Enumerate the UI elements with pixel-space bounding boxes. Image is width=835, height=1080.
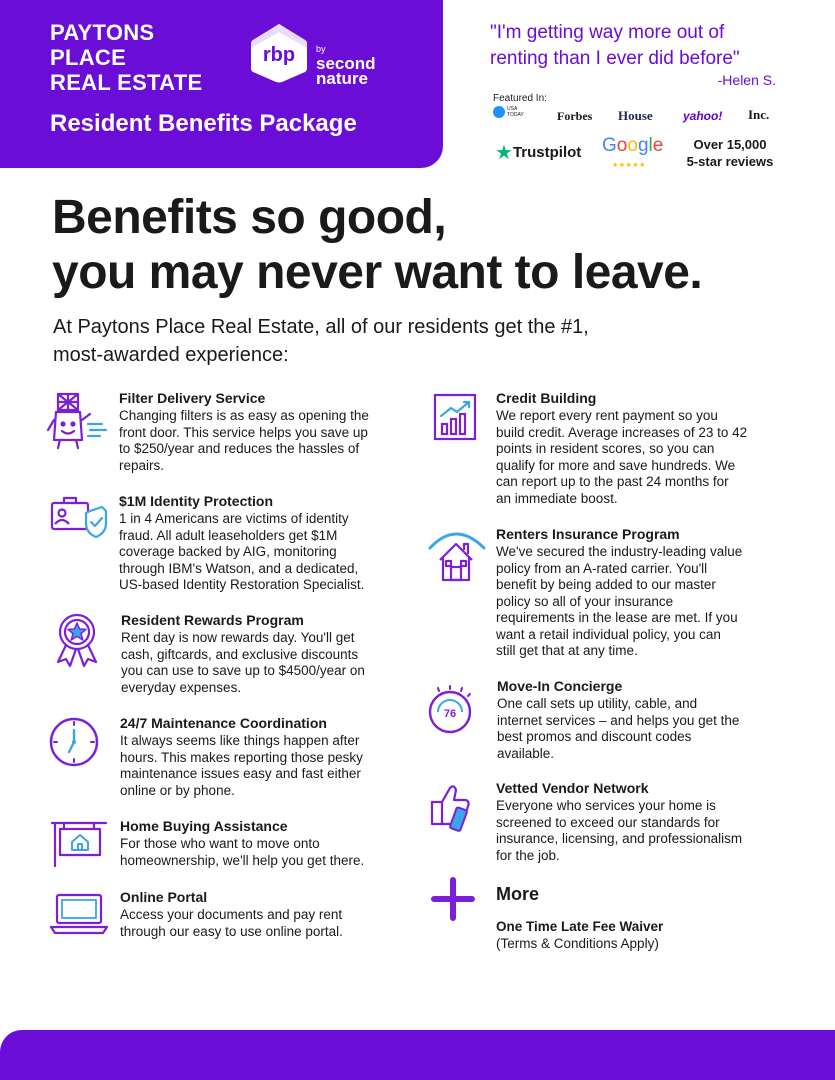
benefit-title: 24/7 Maintenance Coordination (120, 715, 327, 731)
benefit-desc-line: can report up to the past 24 months for (496, 474, 729, 489)
benefit-desc-line: policy so all of your insurance (496, 593, 674, 609)
benefit-desc-line: build credit. Average increases of 23 to 42 (496, 424, 748, 440)
partner-name-line: second (316, 54, 376, 73)
trustpilot-text: Trustpilot (512, 144, 582, 161)
benefit-desc-line: maintenance issues easy and fast either (120, 766, 361, 781)
benefit-desc-line: want a retail individual policy, you can (496, 626, 721, 642)
package-title: Resident Benefits Package (50, 110, 357, 137)
benefit-credit-building (430, 390, 790, 510)
thermostat-reading: 76 (443, 708, 457, 720)
thermostat-icon (424, 682, 480, 738)
benefit-desc-line: you can use to save up to $4500/year on (121, 663, 365, 678)
benefit-identity-protection (46, 493, 426, 593)
benefit-title: Filter Delivery Service (119, 390, 266, 406)
thumbs-up-icon (426, 780, 476, 836)
testimonial-quote (490, 20, 790, 72)
benefit-desc-line: One call sets up utility, cable, and (497, 696, 698, 711)
benefit-title: Home Buying Assistance (120, 818, 288, 834)
benefit-desc-line: 1 in 4 Americans are victims of identity (119, 511, 349, 526)
more-item-title: One Time Late Fee Waiver (496, 919, 664, 934)
benefit-desc-line: hours. This makes reporting those pesky (120, 749, 363, 765)
benefit-desc-line: online or by phone. (120, 782, 235, 798)
benefit-renters-insurance (430, 526, 790, 666)
google-text (602, 135, 663, 156)
benefit-desc-line: coverage backed by AIG, monitoring (119, 544, 337, 559)
benefit-description (120, 733, 420, 799)
benefit-desc-line: homeownership, we'll help you get there. (120, 852, 365, 868)
benefit-desc-line: to $250/year and reduces the hassles of (119, 441, 360, 456)
benefit-description (121, 630, 421, 696)
press-logo-row (493, 106, 783, 128)
intro-line: At Paytons Place Real Estate, all of our residents get the #1, (53, 316, 589, 338)
google-letter: o (627, 135, 638, 156)
benefit-desc-line: Access your documents and pay rent (120, 907, 343, 922)
company-name-line: PAYTONS (50, 20, 155, 45)
benefit-desc-line: for the job. (496, 847, 560, 863)
home-sign-icon (50, 820, 110, 868)
reviews-line: Over 15,000 (693, 137, 767, 152)
benefit-move-in-concierge (430, 678, 790, 768)
benefit-desc-line: requirements in the lease are met. If you (496, 610, 738, 625)
usa-today-logo (493, 106, 524, 118)
benefit-desc-line: policy from an A-rated carrier. You'll (496, 560, 708, 576)
benefit-desc-line: We've secured the industry-leading value (496, 544, 743, 559)
google-letter: o (616, 135, 628, 156)
benefit-desc-line: benefit by being added to our master (496, 577, 716, 592)
benefit-desc-line: Rent day is now rewards day. You'll get (121, 630, 355, 645)
benefit-description (496, 544, 796, 660)
benefit-desc-line: available. (497, 745, 555, 761)
google-letter: G (602, 135, 617, 156)
rbp-logo-icon (249, 22, 309, 84)
benefit-resident-rewards (46, 612, 426, 702)
testimonial-author: -Helen S. (717, 72, 776, 88)
company-name (50, 20, 250, 95)
benefit-title: Credit Building (496, 390, 597, 406)
benefit-desc-line: through our easy to use online portal. (120, 923, 343, 939)
google-letter: e (652, 135, 664, 156)
google-letter: g (637, 135, 649, 156)
more-title: More (496, 884, 540, 904)
benefit-desc-line: insurance, licensing, and professionalism (496, 831, 743, 846)
company-name-line: REAL ESTATE (50, 70, 203, 95)
laptop-icon (49, 891, 111, 937)
more-item-note: (Terms & Conditions Apply) (496, 936, 659, 951)
filter-box-icon (46, 390, 112, 450)
benefit-desc-line: an immediate boost. (496, 490, 618, 506)
benefit-desc-line: repairs. (119, 457, 165, 473)
trustpilot-star-icon: ★ (495, 142, 513, 164)
benefit-desc-line: qualify for more and save hundreds. We (496, 457, 736, 473)
inc-logo: Inc. (748, 107, 770, 122)
benefit-desc-line: It always seems like things happen after (120, 733, 360, 748)
benefit-title: Move-In Concierge (497, 678, 623, 694)
benefit-description (496, 798, 796, 864)
reviews-count (683, 136, 777, 170)
usa-today-line: USA (507, 106, 518, 112)
award-ribbon-icon (52, 612, 112, 670)
benefit-desc-line: For those who want to move onto (120, 836, 320, 851)
benefit-desc-line: internet services – and helps you get the (497, 712, 740, 728)
trustpilot-logo (495, 140, 581, 165)
house-umbrella-icon (428, 526, 488, 586)
benefit-title: Renters Insurance Program (496, 526, 680, 542)
company-name-line: PLACE (50, 45, 127, 70)
intro-text (53, 313, 753, 369)
benefit-desc-line: Everyone who services your home is (496, 798, 716, 813)
benefit-description (119, 408, 419, 474)
credit-chart-icon (432, 392, 482, 444)
benefit-desc-line: everyday expenses. (121, 679, 242, 695)
rbp-logo-text: rbp (262, 44, 296, 66)
headline-line: you may never want to leave. (52, 246, 703, 299)
usa-today-line: TODAY (507, 112, 524, 118)
benefit-description (120, 836, 420, 869)
google-stars-icon: ★★★★★ (612, 162, 646, 169)
google-letter: l (648, 135, 653, 156)
benefit-online-portal (46, 889, 426, 949)
benefit-desc-line: points in resident scores, so you can (496, 441, 715, 456)
benefit-desc-line: We report every rent payment so you (496, 408, 718, 423)
benefit-desc-line: still get that at any time. (496, 643, 638, 658)
yahoo-logo: yahoo! (683, 109, 723, 123)
benefit-title: Vetted Vendor Network (496, 780, 649, 796)
benefit-desc-line: front door. This service helps you save up (119, 424, 368, 440)
intro-line: most-awarded experience: (53, 344, 289, 366)
benefit-desc-line: cash, giftcards, and exclusive discounts (121, 646, 359, 662)
partner-by-label: by (316, 44, 326, 54)
quote-line: renting than I ever did before" (490, 48, 740, 69)
featured-in-label: Featured In: (493, 93, 547, 104)
reviews-line: 5-star reviews (686, 154, 774, 169)
id-shield-icon (50, 495, 110, 540)
usa-today-dot-icon (493, 106, 505, 118)
footer-bar (0, 1030, 835, 1080)
headline-line: Benefits so good, (52, 191, 447, 244)
forbes-logo: Forbes (557, 109, 593, 123)
benefit-title: $1M Identity Protection (119, 493, 274, 509)
benefit-home-buying (46, 818, 426, 878)
clock-icon (48, 715, 106, 773)
plus-icon (430, 876, 476, 922)
quote-line: "I'm getting way more out of (490, 22, 725, 43)
benefit-description (496, 408, 796, 507)
benefit-title: Online Portal (120, 889, 208, 905)
benefit-description (120, 907, 420, 940)
benefit-desc-line: through IBM's Watson, and a dedicated, (119, 560, 359, 576)
house-logo: House (618, 108, 653, 123)
benefit-title: Resident Rewards Program (121, 612, 304, 628)
benefit-desc-line: best promos and discount codes (497, 729, 692, 744)
partner-name-line: nature (316, 69, 368, 88)
benefit-desc-line: US-based Identity Restoration Specialist. (119, 577, 365, 592)
benefit-vetted-vendor (430, 780, 790, 870)
benefit-desc-line: Changing filters is as easy as opening the (119, 408, 369, 423)
benefit-maintenance (46, 715, 426, 805)
partner-logo (316, 40, 376, 86)
google-logo (602, 136, 663, 176)
benefit-filter-delivery (46, 390, 426, 480)
benefit-desc-line: fraud. All adult leaseholders get $1M (119, 527, 338, 543)
benefit-desc-line: screened to exceed our standards for (496, 814, 720, 830)
benefit-description (497, 696, 797, 762)
header-banner (0, 0, 443, 168)
benefit-description (119, 511, 429, 594)
headline (52, 190, 812, 300)
